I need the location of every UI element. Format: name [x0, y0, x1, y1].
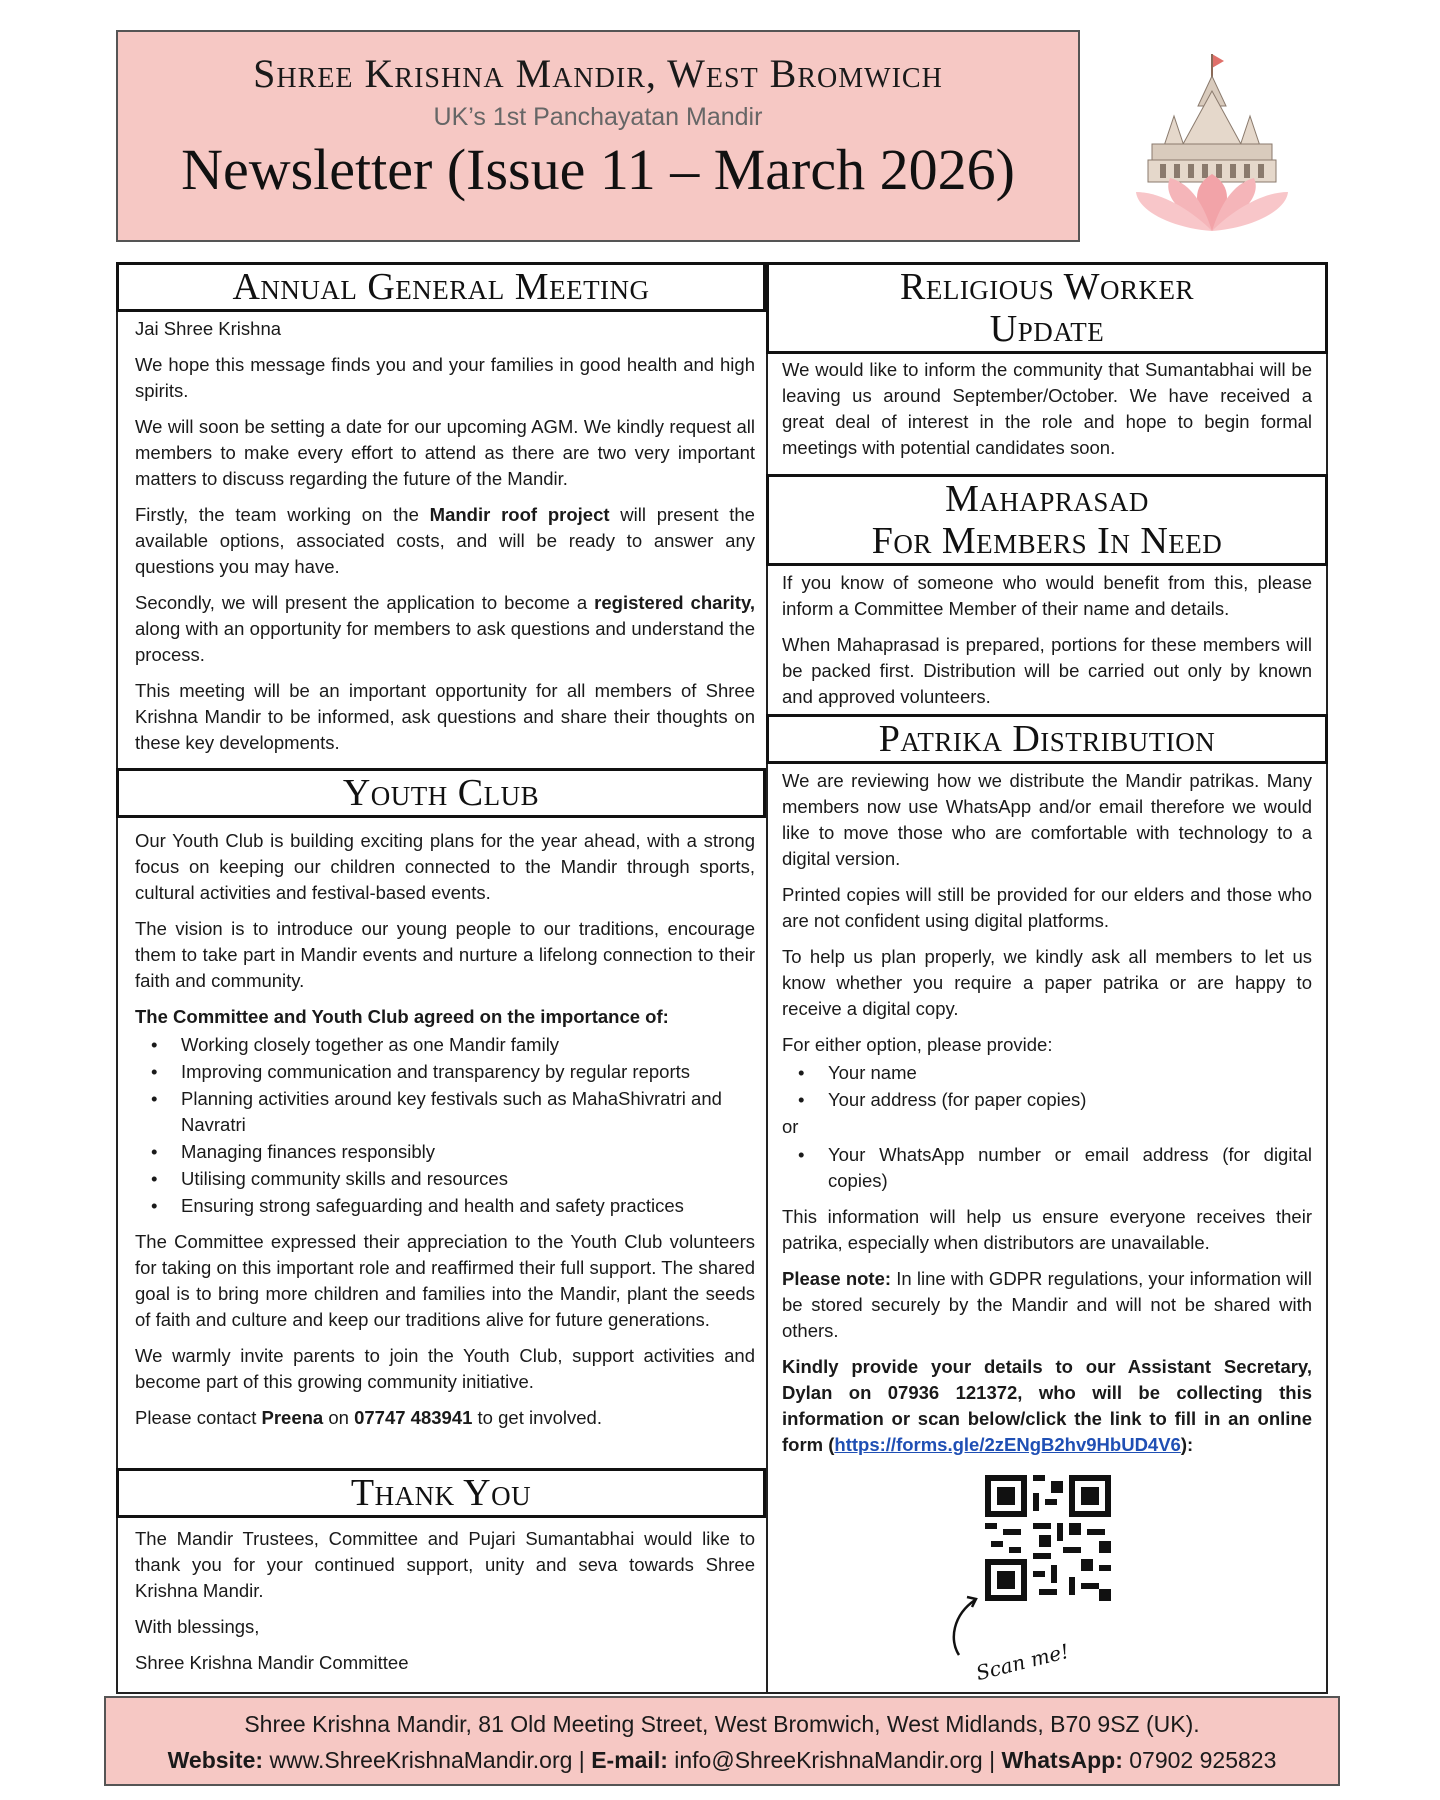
- list-item: • Utilising community skills and resources: [135, 1166, 755, 1192]
- mahaprasad-heading: Mahaprasad For Members In Need: [766, 474, 1328, 566]
- youth-agreed-list: [135, 1032, 755, 1219]
- qr-code-icon[interactable]: [985, 1475, 1111, 1601]
- newsletter-title: Newsletter (Issue 11 – March 2026): [181, 137, 1015, 202]
- footer-contacts: Website: www.ShreeKrishnaMandir.org | E-mail: info@ShreeKrishnaMandir.org | WhatsApp: 07902 925823: [167, 1747, 1277, 1773]
- thanks-paragraph: The Mandir Trustees, Committee and Pujari Sumantabhai would like to thank you for your continued support, unity and seva towards Shree Krishna Mandir.: [135, 1528, 755, 1601]
- thank-you-section: [135, 1526, 755, 1686]
- list-item: • Your address (for paper copies): [782, 1087, 1312, 1113]
- email-link[interactable]: info@ShreeKrishnaMandir.org: [674, 1747, 983, 1773]
- form-link[interactable]: https://forms.gle/2zENgB2hv9HbUD4V6: [834, 1434, 1181, 1455]
- roof-project-label: Mandir roof project: [429, 504, 610, 525]
- list-item: • Your WhatsApp number or email address (for digital copies): [782, 1142, 1312, 1194]
- subtitle: UK’s 1st Panchayatan Mandir: [433, 103, 763, 131]
- youth-club-heading: Youth Club: [116, 768, 766, 818]
- patrika-section: [782, 768, 1312, 1468]
- agm-paragraph: We hope this message finds you and your families in good health and high spirits.: [135, 354, 755, 401]
- list-item: • Managing finances responsibly: [135, 1139, 755, 1165]
- agm-paragraph: We will soon be setting a date for our upcoming AGM. We kindly request all members to make every effort to attend as there are two very important matters to discuss regarding the future of the Mandir.: [135, 416, 755, 489]
- patrika-paragraph: Printed copies will still be provided for our elders and those who are not confident using digital platforms.: [782, 884, 1312, 931]
- agm-heading: Annual General Meeting: [116, 262, 766, 312]
- patrika-note: Please note: In line with GDPR regulations, your information will be stored securely by the Mandir and will not be shared with others.: [782, 1268, 1312, 1341]
- youth-contact: Please contact Preena on 07747 483941 to get involved.: [135, 1407, 602, 1428]
- agm-greeting: Jai Shree Krishna: [135, 318, 282, 339]
- page-footer: [104, 1696, 1340, 1786]
- list-item: • Ensuring strong safeguarding and health and safety practices: [135, 1193, 755, 1219]
- agm-paragraph: Firstly, the team working on the Mandir roof project will present the available options, associated costs, and will be ready to answer any questions you may have.: [135, 504, 755, 577]
- list-item: • Planning activities around key festivals such as MahaShivratri and Navratri: [135, 1086, 755, 1138]
- list-item: • Your name: [782, 1060, 1312, 1086]
- patrika-paragraph: We are reviewing how we distribute the Mandir patrikas. Many members now use WhatsApp and/or email therefore we would like to move those who are comfortable with technology to a digital version.: [782, 770, 1312, 869]
- youth-paragraph: The Committee expressed their appreciation to the Youth Club volunteers for taking on this important role and reaffirmed their full support. The shared goal is to bring more children and families into the Mandir, plant the seeds of faith and culture and keep our traditions alive for future generations.: [135, 1231, 755, 1330]
- newsletter-header: [116, 30, 1080, 242]
- temple-logo-icon: [1112, 46, 1312, 236]
- thanks-paragraph: With blessings,: [135, 1616, 260, 1637]
- youth-club-section: [135, 828, 755, 1441]
- mahaprasad-paragraph: When Mahaprasad is prepared, portions for these members will be packed first. Distribution will be carried out only by known and approved volunteers.: [782, 634, 1312, 707]
- youth-agreed-heading: The Committee and Youth Club agreed on the importance of:: [135, 1006, 669, 1027]
- patrika-paragraph: This information will help us ensure everyone receives their patrika, especially when distributors are unavailable.: [782, 1206, 1312, 1253]
- org-name: Shree Krishna Mandir, West Bromwich: [253, 51, 943, 96]
- agm-paragraph: Secondly, we will present the application to become a registered charity, along with an opportunity for members to ask questions and understand the process.: [135, 592, 755, 665]
- thanks-signature: Shree Krishna Mandir Committee: [135, 1652, 409, 1673]
- patrika-kindly: Kindly provide your details to our Assistant Secretary, Dylan on 07936 121372, who will be collecting this information or scan below/click the link to fill in an online form (https://forms.gle/2zENgB2hv9HbUD4V6):: [782, 1356, 1312, 1455]
- youth-paragraph: The vision is to introduce our young people to our traditions, encourage them to take part in Mandir events and nurture a lifelong connection to their faith and community.: [135, 918, 755, 991]
- agm-paragraph: This meeting will be an important opportunity for all members of Shree Krishna Mandir to be informed, ask questions and share their thoughts on these key developments.: [135, 680, 755, 753]
- religious-paragraph: We would like to inform the community that Sumantabhai will be leaving us around September/October. We have received a great deal of interest in the role and hope to begin formal meetings with potential candidates soon.: [782, 359, 1312, 458]
- patrika-or: or: [782, 1116, 799, 1137]
- religious-worker-section: [782, 357, 1312, 471]
- patrika-list: [782, 1060, 1312, 1113]
- list-item: • Working closely together as one Mandir family: [135, 1032, 755, 1058]
- patrika-list: [782, 1142, 1312, 1194]
- agm-section: [135, 316, 755, 766]
- patrika-heading: Patrika Distribution: [766, 714, 1328, 764]
- registered-charity-label: registered charity,: [594, 592, 755, 613]
- footer-address: Shree Krishna Mandir, 81 Old Meeting Street, West Bromwich, West Midlands, B70 9SZ (UK).: [244, 1711, 1200, 1737]
- website-link[interactable]: www.ShreeKrishnaMandir.org: [269, 1747, 573, 1773]
- scan-me-label: Scan me!: [973, 1638, 1072, 1686]
- whatsapp-number: 07902 925823: [1129, 1747, 1277, 1773]
- list-item: • Improving communication and transparency by regular reports: [135, 1059, 755, 1085]
- youth-paragraph: We warmly invite parents to join the Youth Club, support activities and become part of this growing community initiative.: [135, 1345, 755, 1392]
- religious-worker-heading: Religious Worker Update: [766, 262, 1328, 354]
- youth-paragraph: Our Youth Club is building exciting plans for the year ahead, with a strong focus on keeping our children connected to the Mandir through sports, cultural activities and festival-based events.: [135, 830, 755, 903]
- youth-contact-phone: 07747 483941: [354, 1407, 473, 1428]
- mahaprasad-paragraph: If you know of someone who would benefit from this, please inform a Committee Member of their name and details.: [782, 572, 1312, 619]
- patrika-provide: For either option, please provide:: [782, 1034, 1053, 1055]
- thank-you-heading: Thank You: [116, 1468, 766, 1518]
- mahaprasad-section: [782, 570, 1312, 720]
- patrika-paragraph: To help us plan properly, we kindly ask all members to let us know whether you require a paper patrika or are happy to receive a digital copy.: [782, 946, 1312, 1019]
